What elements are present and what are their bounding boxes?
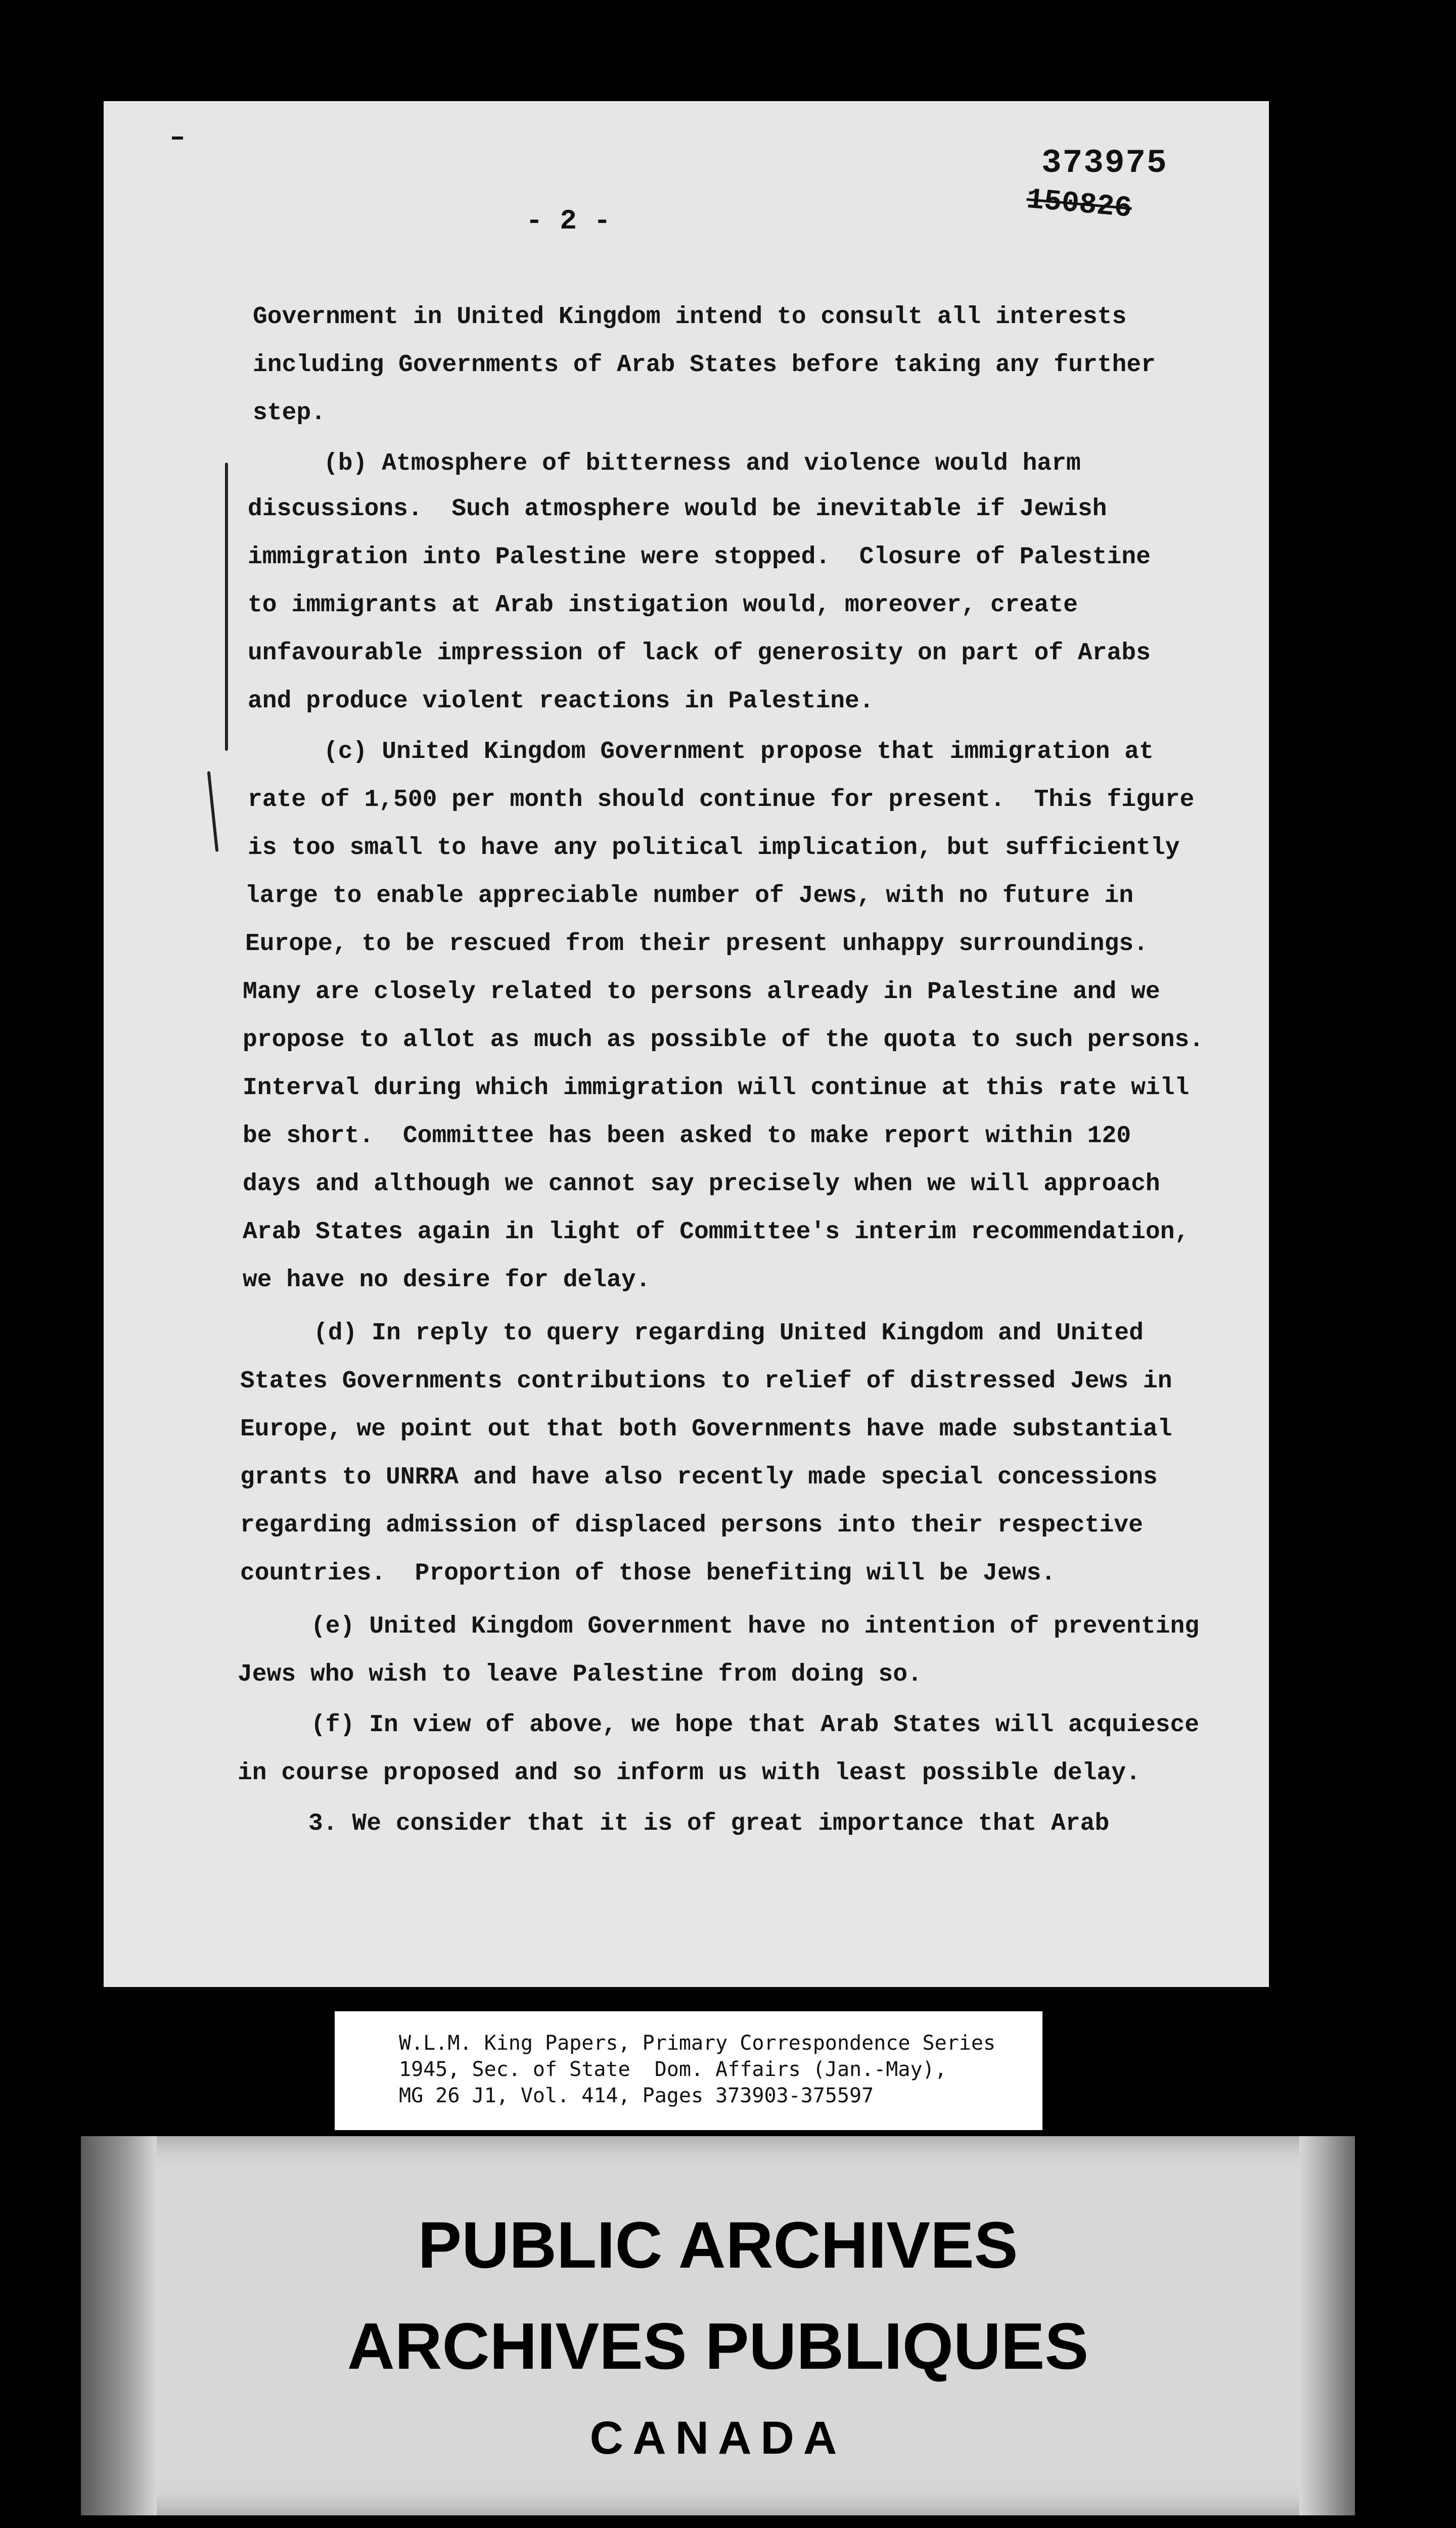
archive-caption bbox=[335, 2011, 1042, 2130]
archives-label bbox=[81, 2136, 1355, 2515]
body-line: (b) Atmosphere of bitterness and violence would harm bbox=[324, 450, 1081, 477]
archives-label-country: CANADA bbox=[589, 2412, 846, 2464]
body-line: including Governments of Arab States before taking any further bbox=[253, 351, 1156, 379]
body-line: (e) United Kingdom Government have no intention of preventing bbox=[311, 1613, 1200, 1640]
margin-mark bbox=[225, 463, 228, 751]
body-line: is too small to have any political implication, but sufficiently bbox=[248, 834, 1180, 862]
body-line: and produce violent reactions in Palestine. bbox=[248, 688, 874, 715]
caption-line: MG 26 J1, Vol. 414, Pages 373903-375597 bbox=[399, 2084, 874, 2107]
body-line: discussions. Such atmosphere would be inevitable if Jewish bbox=[248, 495, 1107, 523]
archives-label-french: ARCHIVES PUBLIQUES bbox=[347, 2309, 1089, 2383]
body-line: in course proposed and so inform us with least possible delay. bbox=[238, 1759, 1141, 1787]
body-line: rate of 1,500 per month should continue for present. This figure bbox=[248, 786, 1195, 814]
body-line: to immigrants at Arab instigation would, moreover, create bbox=[248, 592, 1078, 619]
body-line: days and although we cannot say precisely when we will approach bbox=[243, 1170, 1160, 1198]
body-line: large to enable appreciable number of Jews, with no future in bbox=[245, 882, 1134, 910]
body-line: Europe, we point out that both Governments have made substantial bbox=[240, 1416, 1172, 1443]
body-line: be short. Committee has been asked to make report within 120 bbox=[243, 1122, 1131, 1150]
body-line: Europe, to be rescued from their present unhappy surroundings. bbox=[245, 930, 1148, 958]
body-line: Arab States again in light of Committee's interim recommendation, bbox=[243, 1218, 1190, 1246]
body-line: countries. Proportion of those benefiting will be Jews. bbox=[240, 1560, 1056, 1587]
body-line: step. bbox=[253, 399, 326, 427]
corner-mark bbox=[172, 137, 183, 140]
body-line: Jews who wish to leave Palestine from doing so. bbox=[238, 1661, 922, 1688]
body-line: Interval during which immigration will continue at this rate will bbox=[243, 1074, 1190, 1102]
body-line: we have no desire for delay. bbox=[243, 1267, 651, 1294]
body-line: immigration into Palestine were stopped. Closure of Palestine bbox=[248, 544, 1151, 571]
page-number: - 2 - bbox=[526, 205, 611, 237]
body-line: unfavourable impression of lack of generosity on part of Arabs bbox=[248, 640, 1151, 667]
body-line: grants to UNRRA and have also recently made special concessions bbox=[240, 1464, 1158, 1491]
struck-number: 150826 bbox=[1025, 184, 1133, 225]
body-line: (f) In view of above, we hope that Arab States will acquiesce bbox=[311, 1711, 1200, 1739]
body-line: (c) United Kingdom Government propose that immigration at bbox=[324, 738, 1154, 765]
body-line: regarding admission of displaced persons into their respective bbox=[240, 1512, 1143, 1539]
caption-line: W.L.M. King Papers, Primary Correspondence Series bbox=[399, 2032, 996, 2055]
body-line: 3. We consider that it is of great importance that Arab bbox=[308, 1810, 1110, 1837]
document-number: 373975 bbox=[1041, 144, 1168, 182]
body-line: (d) In reply to query regarding United Kingdom and United bbox=[313, 1320, 1144, 1347]
archives-label-english: PUBLIC ARCHIVES bbox=[418, 2208, 1018, 2282]
body-line: propose to allot as much as possible of the quota to such persons. bbox=[243, 1026, 1204, 1054]
body-line: States Governments contributions to relief of distressed Jews in bbox=[240, 1368, 1172, 1395]
body-line: Many are closely related to persons already in Palestine and we bbox=[243, 978, 1160, 1006]
body-line: Government in United Kingdom intend to consult all interests bbox=[253, 303, 1127, 331]
caption-line: 1945, Sec. of State Dom. Affairs (Jan.-May), bbox=[399, 2058, 947, 2081]
